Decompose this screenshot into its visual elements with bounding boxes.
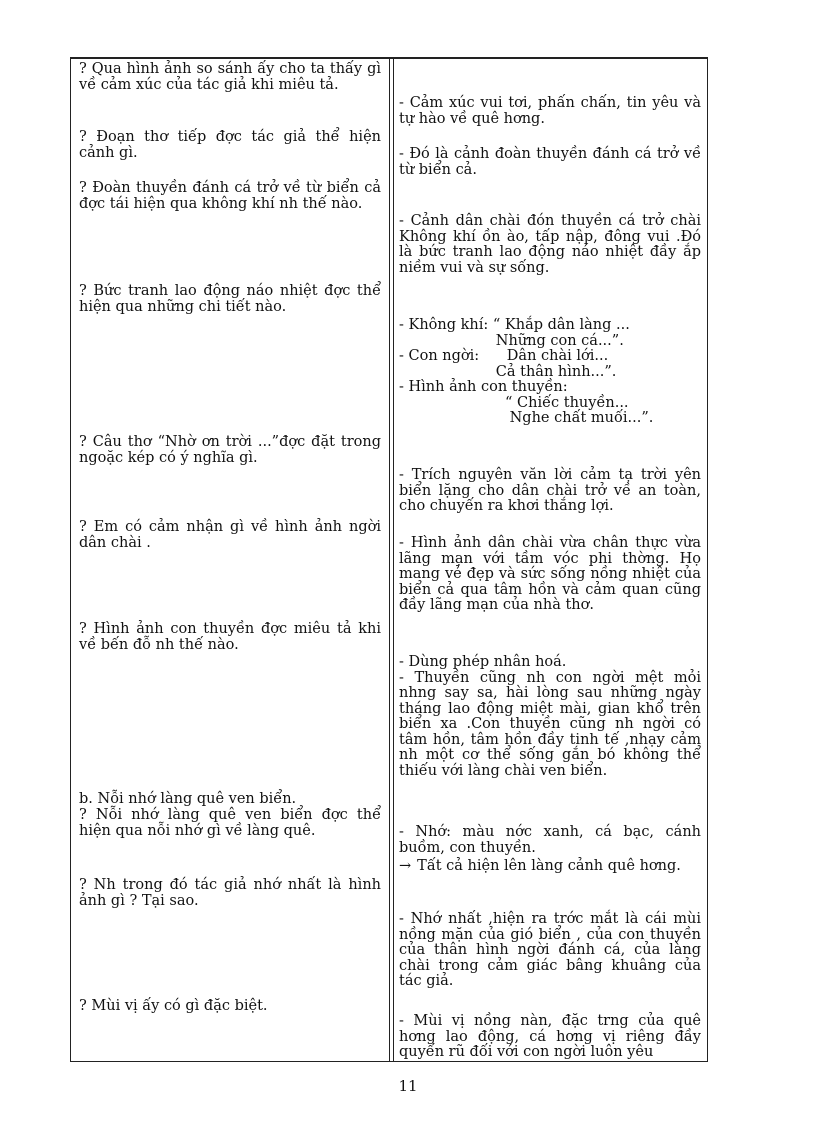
- question-5: ? Câu thơ “Nhờ ơn trời ...”đợc đặt trong ngoặc kép có ý nghĩa gì.: [79, 434, 381, 466]
- answer-4-line-1: - Không khí: “ Khắp dân làng ...: [399, 317, 630, 333]
- answer-2: - Đó là cảnh đoàn thuyền đánh cá trở về từ biển cả.: [399, 146, 701, 178]
- question-9: ? Nh trong đó tác giả nhớ nhất là hình ảnh gì ? Tại sao.: [79, 877, 381, 909]
- answer-8: [399, 825, 701, 875]
- answer-10: - Mùi vị nồng nàn, đặc trng của quê hơng lao động, cá hơng vị riêng đầy quyến rũ đối với con ngời luôn yêu: [399, 1013, 701, 1060]
- answer-7: [399, 655, 701, 779]
- column-divider-inner: [393, 58, 394, 1061]
- question-2: ? Đoạn thơ tiếp đợc tác giả thể hiện cảnh gì.: [79, 129, 381, 161]
- page-number: 11: [398, 1077, 418, 1095]
- answer-7-body: - Thuyền cũng nh con ngời mệt mỏi nhng say sa, hài lòng sau những ngày tháng lao động miệt mài, gian khổ trên biển xa .Con thuyền cũng nh ngời có tâm hồn, tâm hồn đầy tinh tế ,nhạy cảm nh một cơ thể sống gắn bó không thể thiếu với làng chài ven biển.: [399, 669, 701, 779]
- answer-4-line-3: - Con ngời: Dân chài lới...: [399, 348, 609, 364]
- answer-3: - Cảnh dân chài đón thuyền cá trở chài Không khí ồn ào, tấp nập, đông vui .Đó là bức tranh lao động náo nhiệt đầy ắp niềm vui và sự sống.: [399, 213, 701, 276]
- question-1: ? Qua hình ảnh so sánh ấy cho ta thấy gì về cảm xúc của tác giả khi miêu tả.: [79, 61, 381, 93]
- column-divider: [389, 58, 390, 1061]
- answer-8-conclusion-text: Tất cả hiện lên làng cảnh quê hơng.: [417, 858, 681, 874]
- answer-8-text: - Nhớ: màu nớc xanh, cá bạc, cánh buồm, con thuyền.: [399, 824, 701, 856]
- question-6: ? Em có cảm nhận gì về hình ảnh ngời dân chài .: [79, 519, 381, 551]
- answer-4-line-4: Cả thân hình...”.: [399, 363, 617, 380]
- answer-4: [399, 318, 701, 427]
- answer-4-line-5: - Hình ảnh con thuyền:: [399, 379, 568, 395]
- content-table: [70, 57, 708, 1062]
- question-10: ? Mùi vị ấy có gì đặc biệt.: [79, 998, 268, 1014]
- answer-1: - Cảm xúc vui tơi, phấn chấn, tin yêu và tự hào về quê hơng.: [399, 95, 701, 127]
- answer-9: - Nhớ nhất ,hiện ra trớc mắt là cái mùi nồng mặn của gió biển , của con thuyền của thân hình ngời đánh cá, của làng chài trong cảm giác bâng khuâng của tác giả.: [399, 911, 701, 989]
- answer-7-line-1: - Dùng phép nhân hoá.: [399, 654, 567, 670]
- answer-4-line-7: Nghe chất muối...”.: [399, 410, 654, 426]
- answer-8-conclusion: [399, 859, 701, 875]
- answer-6: - Hình ảnh dân chài vừa chân thực vừa lãng mạn với tầm vóc phi thờng. Họ mang vẻ đẹp và sức sống nồng nhiệt của biển cả qua tâm hồn và cảm quan cũng đầy lãng mạn của nhà thơ.: [399, 535, 701, 613]
- arrow-right-icon: →: [399, 858, 412, 874]
- question-8: ? Nỗi nhớ làng quê ven biển đợc thể hiện qua nỗi nhớ gì về làng quê.: [79, 807, 381, 839]
- section-heading-b: b. Nỗi nhớ làng quê ven biển.: [79, 791, 297, 807]
- answer-4-line-2: Những con cá...”.: [399, 332, 624, 349]
- answer-4-line-6: “ Chiếc thuyền...: [399, 394, 629, 411]
- question-7: ? Hình ảnh con thuyền đợc miêu tả khi về bến đỗ nh thế nào.: [79, 621, 381, 653]
- answer-5: - Trích nguyên văn lời cảm tạ trời yên biển lặng cho dân chài trở về an toàn, cho chuyến ra khơi thắng lợi.: [399, 467, 701, 514]
- question-4: ? Bức tranh lao động náo nhiệt đợc thể hiện qua những chi tiết nào.: [79, 283, 381, 315]
- question-3: ? Đoàn thuyền đánh cá trở về từ biển cả đợc tái hiện qua không khí nh thế nào.: [79, 180, 381, 212]
